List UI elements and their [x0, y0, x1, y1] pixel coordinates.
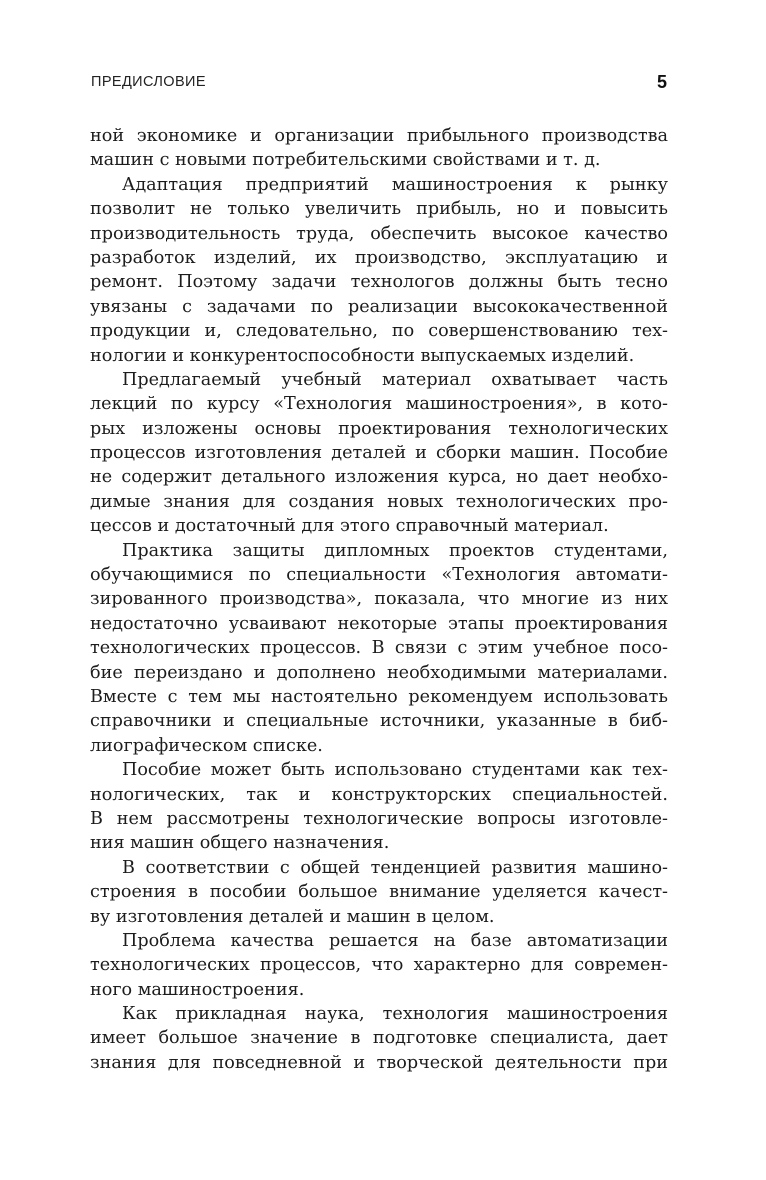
- text-line: знания для повседневной и творческой деятельности при: [90, 1052, 668, 1073]
- text-line: ния машин общего назначения.: [90, 833, 390, 854]
- paragraph: [90, 539, 668, 759]
- text-line: Практика защиты дипломных проектов студентами,: [122, 540, 668, 561]
- running-head: [91, 74, 667, 94]
- text-line: технологических процессов, что характерно для современ-: [90, 955, 668, 976]
- text-line: Вместе с тем мы настоятельно рекомендуем использовать: [90, 686, 668, 707]
- text-line: Предлагаемый учебный материал охватывает часть: [122, 369, 668, 390]
- text-line: производительность труда, обеспечить высокое качество: [90, 223, 668, 244]
- text-line: В соответствии с общей тенденцией развития машино-: [122, 857, 668, 878]
- paragraph: [90, 856, 668, 929]
- text-line: недостаточно усваивают некоторые этапы проектирования: [90, 613, 668, 634]
- text-line: строения в пособии большое внимание уделяется качест-: [90, 882, 668, 903]
- paragraph: [90, 1002, 668, 1075]
- text-line: разработок изделий, их производство, эксплуатацию и: [90, 247, 668, 268]
- text-line: В нем рассмотрены технологические вопросы изготовле-: [90, 808, 668, 829]
- body-text: [90, 124, 668, 1075]
- text-line: процессов изготовления деталей и сборки машин. Пособие: [90, 443, 668, 464]
- paragraph: [90, 929, 668, 1002]
- text-line: рых изложены основы проектирования технологических: [90, 418, 668, 439]
- text-line: лекций по курсу «Технология машиностроения», в кото-: [90, 394, 668, 415]
- text-line: обучающимися по специальности «Технология автомати-: [90, 565, 668, 586]
- text-line: Как прикладная наука, технология машиностроения: [122, 1004, 668, 1025]
- paragraph: [90, 758, 668, 856]
- text-line: имеет большое значение в подготовке специалиста, дает: [90, 1028, 668, 1049]
- text-line: Адаптация предприятий машиностроения к рынку: [122, 174, 668, 195]
- text-line: бие переиздано и дополнено необходимыми материалами.: [90, 662, 668, 683]
- text-line: ремонт. Поэтому задачи технологов должны быть тесно: [90, 272, 668, 293]
- text-line: не содержит детального изложения курса, но дает необхо-: [90, 467, 668, 488]
- paragraph: [90, 173, 668, 368]
- text-line: увязаны с задачами по реализации высококачественной: [90, 296, 668, 317]
- section-title: ПРЕДИСЛОВИЕ: [91, 74, 206, 90]
- text-line: ной экономике и организации прибыльного производства: [90, 126, 668, 146]
- page-number: 5: [656, 72, 667, 92]
- text-line: позволит не только увеличить прибыль, но и повысить: [90, 199, 668, 220]
- text-line: Пособие может быть использовано студентами как тех-: [122, 760, 668, 781]
- text-line: цессов и достаточный для этого справочный материал.: [90, 516, 609, 537]
- text-line: ного машиностроения.: [90, 979, 305, 1000]
- text-line: Проблема качества решается на базе автоматизации: [122, 930, 668, 951]
- text-line: димые знания для создания новых технологических про-: [90, 491, 668, 512]
- text-line: лиографическом списке.: [90, 735, 323, 756]
- text-line: нологии и конкурентоспособности выпускаемых изделий.: [90, 345, 635, 366]
- paragraph: [90, 368, 668, 539]
- text-line: технологических процессов. В связи с этим учебное посо-: [90, 638, 668, 659]
- text-line: нологических, так и конструкторских специальностей.: [90, 784, 668, 805]
- text-line: зированного производства», показала, что многие из них: [90, 589, 668, 610]
- text-line: машин с новыми потребительскими свойствами и т. д.: [90, 150, 601, 171]
- text-line: справочники и специальные источники, указанные в биб-: [90, 711, 668, 732]
- paragraph: [90, 124, 668, 173]
- text-line: ву изготовления деталей и машин в целом.: [90, 906, 495, 927]
- text-line: продукции и, следовательно, по совершенствованию тех-: [90, 321, 668, 342]
